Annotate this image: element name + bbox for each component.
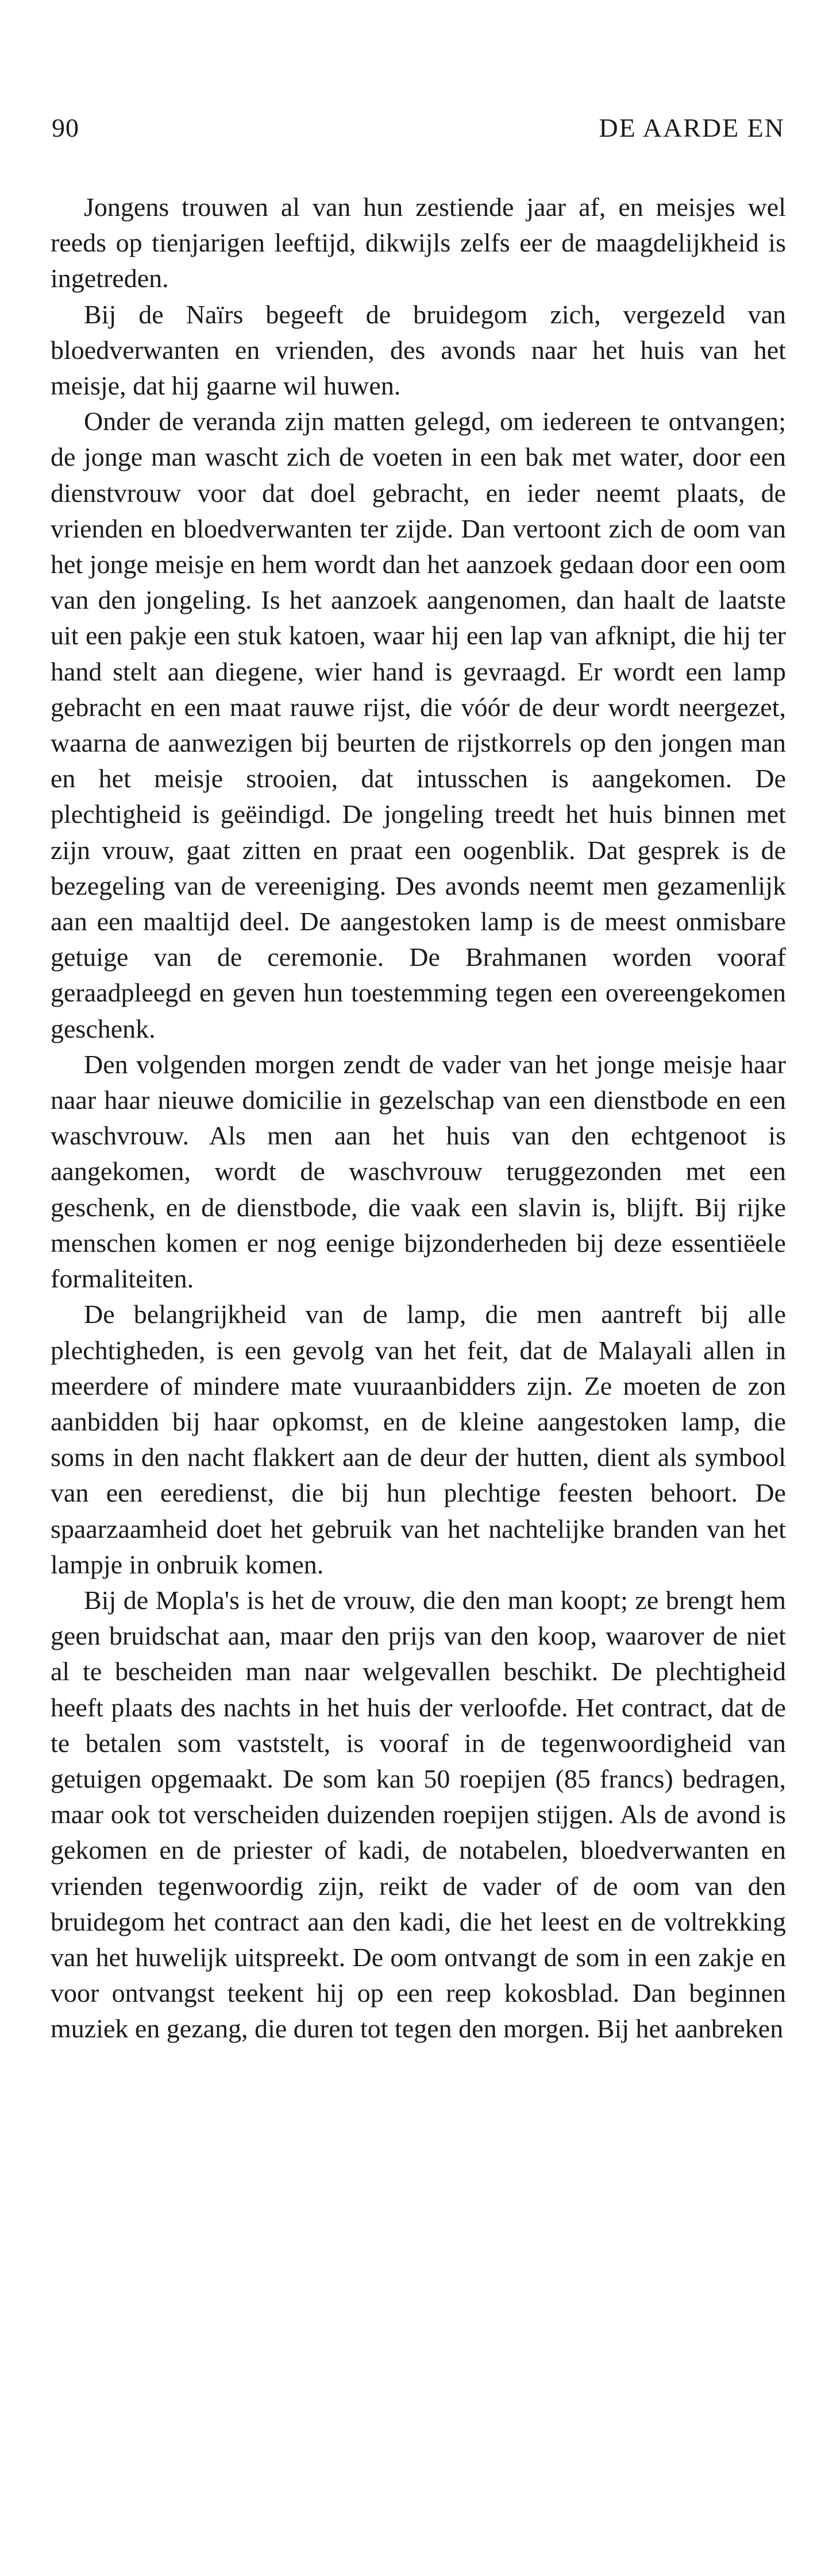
paragraph-lamp-importance: De belangrijkheid van de lamp, die men aantreft bij alle plechtigheden, is een gevolg van het feit, dat de Malayali allen in meerdere of mindere mate vuuraanbidders zijn. Ze moeten de zon aanbidden bij haar opkomst, en de kleine aangestoken lamp, die soms in den nacht flakkert aan de deur der hutten, dient als symbool van een eeredienst, die bij hun plechtige feesten behoort. De spaarzaamheid doet het gebruik van het nachtelijke branden van het lampje in onbruik komen.	[51, 1299, 786, 1579]
running-title: DE AARDE EN	[599, 113, 785, 142]
body-text	[51, 189, 786, 2047]
paragraph-moplas: Bij de Mopla's is het de vrouw, die den man koopt; ze brengt hem geen bruidschat aan, maar den prijs van den koop, waarover de niet al te bescheiden man naar welgevallen beschikt. De plechtigheid heeft plaats des nachts in het huis der verloofde. Het contract, dat de te betalen som vaststelt, is vooraf in de tegenwoordigheid van getuigen opgemaakt. De som kan 50 roepijen (85 francs) bedragen, maar ook tot verscheiden duizenden roepijen stijgen. Als de avond is gekomen en de priester of kadi, de notabelen, bloedverwanten en vrienden tegenwoordig zijn, reikt de vader of de oom van den bruidegom het contract aan den kadi, die het leest en de voltrekking van het huwelijk uitspreekt. De oom ontvangt de som in een zakje en voor ontvangst teekent hij op een reep kokosblad. Dan beginnen muziek en gezang, die duren tot tegen den morgen. Bij het aanbreken	[51, 1585, 786, 2044]
running-head	[52, 113, 785, 147]
paragraph-next-morning: Den volgenden morgen zendt de vader van het jonge meisje haar naar haar nieuwe domicilie in gezelschap van een dienstbode en een waschvrouw. Als men aan het huis van den echtgenoot is aangekomen, wordt de waschvrouw teruggezonden met een geschenk, en de dienstbode, die vaak een slavin is, blijft. Bij rijke menschen komen er nog eenige bijzonderheden bij deze essentiëele formaliteiten.	[51, 1049, 786, 1294]
paragraph-veranda-ceremony: Onder de veranda zijn matten gelegd, om iedereen te ontvangen; de jonge man wascht zich de voeten in een bak met water, door een dienstvrouw voor dat doel gebracht, en ieder neemt plaats, de vrienden en bloedverwanten ter zijde. Dan vertoont zich de oom van het jonge meisje en hem wordt dan het aanzoek gedaan door een oom van den jongeling. Is het aanzoek aangenomen, dan haalt de laatste uit een pakje een stuk katoen, waar hij een lap van afknipt, die hij ter hand stelt aan diegene, wier hand is gevraagd. Er wordt een lamp gebracht en een maat rauwe rijst, die vóór de deur wordt neergezet, waarna de aanwezigen bij beurten de rijstkorrels op den jongen man en het meisje strooien, dat intusschen is aangekomen. De plechtigheid is geëindigd. De jongeling treedt het huis binnen met zijn vrouw, gaat zitten en praat een oogenblik. Dat gesprek is de bezegeling van de vereeniging. Des avonds neemt men gezamenlijk aan een maaltijd deel. De aangestoken lamp is de meest onmisbare getuige van de ceremonie. De Brahmanen worden vooraf geraadpleegd en geven hun toestemming tegen een overeengekomen geschenk.	[51, 407, 786, 1043]
paragraph-nairs-groom: Bij de Naïrs begeeft de bruidegom zich, vergezeld van bloedverwanten en vrienden, des avonds naar het huis van het meisje, dat hij gaarne wil huwen.	[51, 299, 786, 401]
paragraph-marriage-age: Jongens trouwen al van hun zestiende jaar af, en meisjes wel reeds op tienjarigen leeftijd, dikwijls zelfs eer de maagdelijkheid is ingetreden.	[51, 192, 786, 293]
page-number: 90	[52, 113, 79, 142]
